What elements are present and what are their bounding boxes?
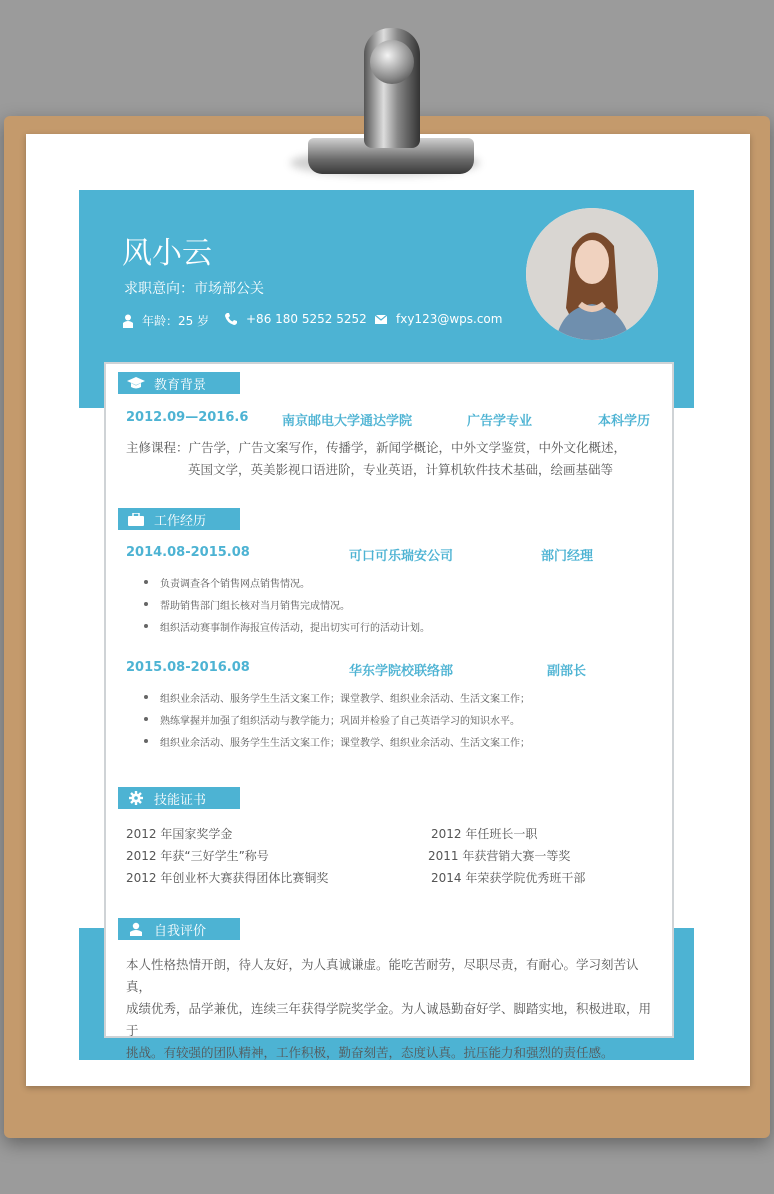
job2-role: 副部长 bbox=[547, 664, 587, 679]
graduation-cap-icon bbox=[127, 377, 145, 389]
resume-name: 风小云 bbox=[122, 236, 212, 271]
section-self-header bbox=[118, 918, 240, 940]
phone-info bbox=[224, 312, 367, 326]
skill-right-0: 2012 年任班长一职 bbox=[431, 827, 538, 841]
self-line-2: 挑战。有较强的团队精神，工作积极，勤奋刻苦，态度认真。抗压能力和强烈的责任感。 bbox=[126, 1045, 614, 1060]
profile-photo bbox=[526, 208, 658, 340]
edu-courses-line1: 主修课程：广告学，广告文案写作，传播学，新闻学概论，中外文学鉴赏，中外文化概述， bbox=[126, 440, 627, 455]
skills-title: 技能证书 bbox=[154, 792, 207, 808]
skill-left-2: 2012 年创业杯大赛获得团体比赛铜奖 bbox=[126, 871, 329, 885]
phone-icon bbox=[224, 312, 238, 326]
skill-left-1: 2012 年获“三好学生”称号 bbox=[126, 849, 269, 863]
edu-period: 2012.09—2016.6 bbox=[126, 410, 249, 425]
section-work-header bbox=[118, 508, 240, 530]
list-item: 组织业余活动、服务学生生活文案工作；课堂教学、组织业余活动、生活文案工作； bbox=[148, 690, 530, 705]
email-text: fxy123@wps.com bbox=[396, 312, 503, 326]
clip-knob bbox=[370, 40, 414, 84]
skill-right-1: 2011 年获营销大赛一等奖 bbox=[428, 849, 571, 863]
email-icon bbox=[374, 313, 388, 325]
edu-degree: 本科学历 bbox=[598, 414, 651, 429]
job1-company: 可口可乐瑞安公司 bbox=[349, 549, 454, 564]
job1-role: 部门经理 bbox=[541, 549, 594, 564]
self-title: 自我评价 bbox=[154, 923, 207, 939]
list-item: 组织活动赛事制作海报宣传活动，提出切实可行的活动计划。 bbox=[148, 619, 430, 634]
briefcase-icon bbox=[128, 513, 144, 526]
list-item: 负责调查各个销售网点销售情况。 bbox=[148, 575, 310, 590]
person-icon bbox=[122, 314, 134, 328]
skill-right-2: 2014 年荣获学院优秀班干部 bbox=[431, 871, 586, 885]
work-title: 工作经历 bbox=[154, 513, 207, 529]
edu-school: 南京邮电大学通达学院 bbox=[282, 414, 413, 429]
job1-period: 2014.08-2015.08 bbox=[126, 545, 250, 560]
edu-courses-line2: 英国文学，英美影视口语进阶，专业英语，计算机软件技术基础，绘画基础等 bbox=[188, 462, 614, 477]
age-info bbox=[122, 312, 209, 329]
skill-left-0: 2012 年国家奖学金 bbox=[126, 827, 233, 841]
list-item: 熟练掌握并加强了组织活动与教学能力；巩固并检验了自己英语学习的知识水平。 bbox=[148, 712, 520, 727]
section-skills-header bbox=[118, 787, 240, 809]
age-text: 年龄：25 岁 bbox=[142, 314, 210, 328]
portrait-image bbox=[526, 208, 658, 340]
email-info bbox=[374, 312, 502, 326]
section-education-header bbox=[118, 372, 240, 394]
job2-period: 2015.08-2016.08 bbox=[126, 660, 250, 675]
user-group-icon bbox=[128, 922, 144, 936]
self-line-1: 成绩优秀，品学兼优，连续三年获得学院奖学金。为人诚恳勤奋好学、脚踏实地，积极进取，用于 bbox=[126, 1001, 652, 1038]
job-intent: 求职意向：市场部公关 bbox=[124, 281, 264, 297]
list-item: 组织业余活动、服务学生生活文案工作；课堂教学、组织业余活动、生活文案工作； bbox=[148, 734, 530, 749]
self-line-0: 本人性格热情开朗，待人友好，为人真诚谦虚。能吃苦耐劳，尽职尽责，有耐心。学习刻苦认真， bbox=[126, 957, 639, 994]
education-title: 教育背景 bbox=[154, 377, 207, 393]
list-item: 帮助销售部门组长核对当月销售完成情况。 bbox=[148, 597, 350, 612]
self-evaluation bbox=[126, 954, 660, 1064]
edu-major: 广告学专业 bbox=[467, 414, 533, 429]
job2-company: 华东学院校联络部 bbox=[349, 664, 454, 679]
phone-text: +86 180 5252 5252 bbox=[246, 312, 367, 326]
gear-icon bbox=[129, 791, 143, 805]
